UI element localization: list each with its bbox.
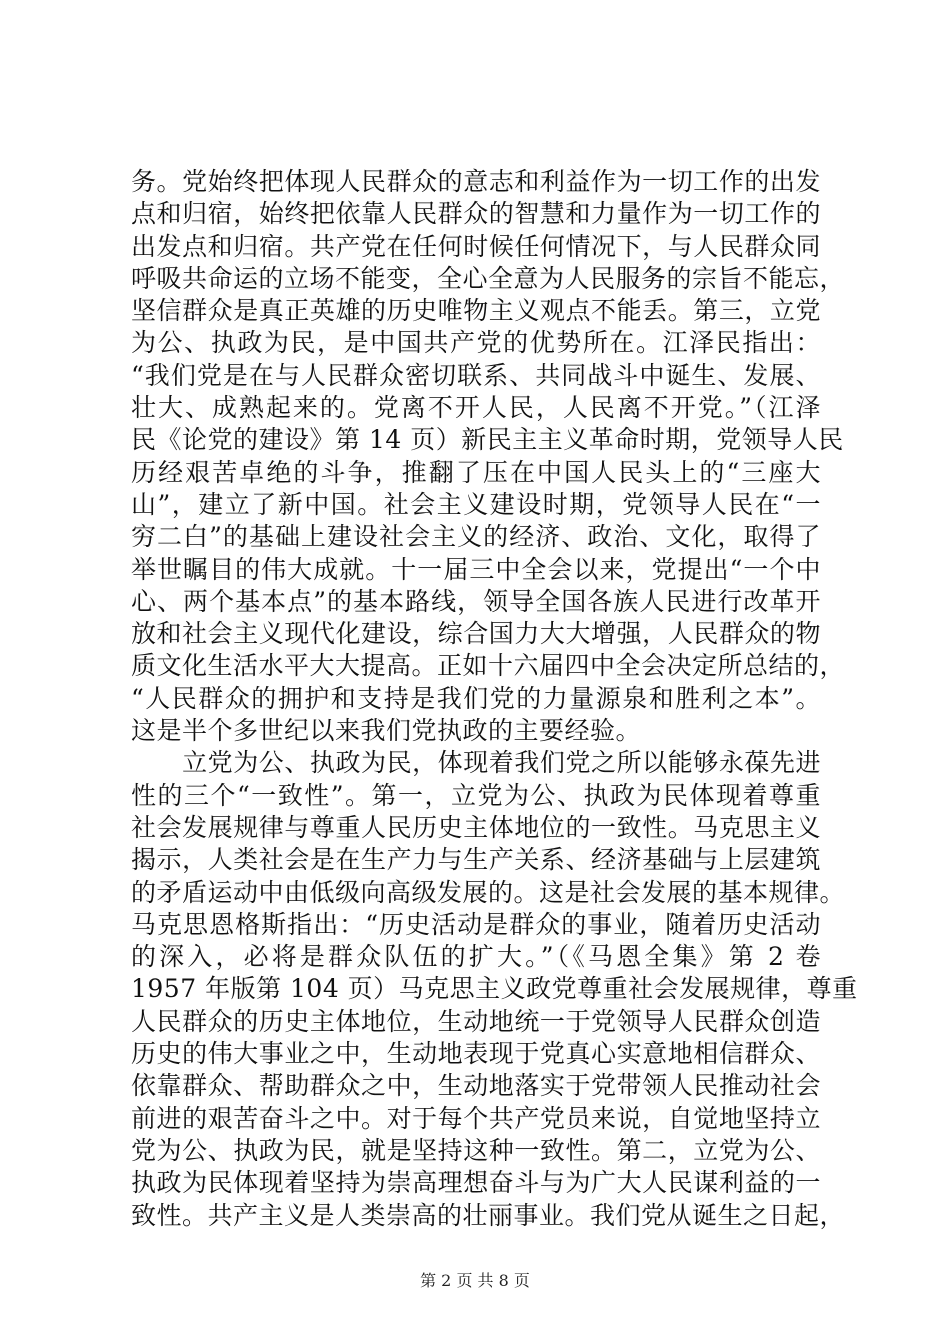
text-line: 举世瞩目的伟大成就。十一届三中全会以来，党提出“一个中 <box>131 554 821 584</box>
text-line: 依靠群众、帮助群众之中，生动地落实于党带领人民推动社会 <box>131 1071 821 1101</box>
text-line: 出发点和归宿。共产党在任何时候任何情况下，与人民群众同 <box>131 231 821 261</box>
text-line: “我们党是在与人民群众密切联系、共同战斗中诞生、发展、 <box>131 360 821 390</box>
text-line: 党为公、执政为民，就是坚持这种一致性。第二，立党为公、 <box>131 1135 821 1165</box>
text-line: 为公、执政为民，是中国共产党的优势所在。江泽民指出： <box>131 328 821 358</box>
text-line: 的深入，必将是群众队伍的扩大。”（《马恩全集》第 2 卷 <box>131 942 821 972</box>
text-line: 人民群众的历史主体地位，生动地统一于党领导人民群众创造 <box>131 1006 821 1036</box>
text-line: 马克思恩格斯指出：“历史活动是群众的事业，随着历史活动 <box>131 909 821 939</box>
text-line: 心、两个基本点”的基本路线，领导全国各族人民进行改革开 <box>131 586 821 616</box>
text-line: “人民群众的拥护和支持是我们党的力量源泉和胜利之本”。 <box>131 683 821 713</box>
text-line: 壮大、成熟起来的。党离不开人民，人民离不开党。”（江泽 <box>131 393 821 423</box>
text-line: 穷二白”的基础上建设社会主义的经济、政治、文化，取得了 <box>131 522 821 552</box>
text-line: 放和社会主义现代化建设，综合国力大大增强，人民群众的物 <box>131 619 821 649</box>
text-line: 山”，建立了新中国。社会主义建设时期，党领导人民在“一 <box>131 489 821 519</box>
text-line: 社会发展规律与尊重人民历史主体地位的一致性。马克思主义 <box>131 812 821 842</box>
text-line: 民《论党的建设》第 14 页）新民主主义革命时期，党领导人民 <box>131 425 844 455</box>
text-line: 致性。共产主义是人类崇高的壮丽事业。我们党从诞生之日起， <box>131 1200 846 1230</box>
text-line: 坚信群众是真正英雄的历史唯物主义观点不能丢。第三，立党 <box>131 296 821 326</box>
paragraph <box>131 166 846 747</box>
text-line: 揭示，人类社会是在生产力与生产关系、经济基础与上层建筑 <box>131 845 821 875</box>
text-line: 呼吸共命运的立场不能变，全心全意为人民服务的宗旨不能忘， <box>131 263 846 293</box>
text-line: 前进的艰苦奋斗之中。对于每个共产党员来说，自觉地坚持立 <box>131 1103 821 1133</box>
text-line: 这是半个多世纪以来我们党执政的主要经验。 <box>131 716 642 746</box>
text-line: 点和归宿，始终把依靠人民群众的智慧和力量作为一切工作的 <box>131 199 821 229</box>
text-line: 质文化生活水平大大提高。正如十六届四中全会决定所总结的， <box>131 651 846 681</box>
text-line: 务。党始终把体现人民群众的意志和利益作为一切工作的出发 <box>131 167 821 196</box>
text-line: 执政为民体现着坚持为崇高理想奋斗与为广大人民谋利益的一 <box>131 1168 821 1198</box>
paragraph <box>131 747 858 1231</box>
text-line: 立党为公、执政为民，体现着我们党之所以能够永葆先进 <box>131 748 821 778</box>
page-footer: 第 2 页 共 8 页 <box>420 1271 530 1290</box>
text-line: 性的三个“一致性”。第一，立党为公、执政为民体现着尊重 <box>131 780 821 810</box>
text-line: 历史的伟大事业之中，生动地表现于党真心实意地相信群众、 <box>131 1039 821 1069</box>
text-line: 的矛盾运动中由低级向高级发展的。这是社会发展的基本规律。 <box>131 877 846 907</box>
body-text <box>131 166 858 1232</box>
text-line: 1957 年版第 104 页）马克思主义政党尊重社会发展规律，尊重 <box>131 974 858 1004</box>
text-line: 历经艰苦卓绝的斗争，推翻了压在中国人民头上的“三座大 <box>131 457 821 487</box>
